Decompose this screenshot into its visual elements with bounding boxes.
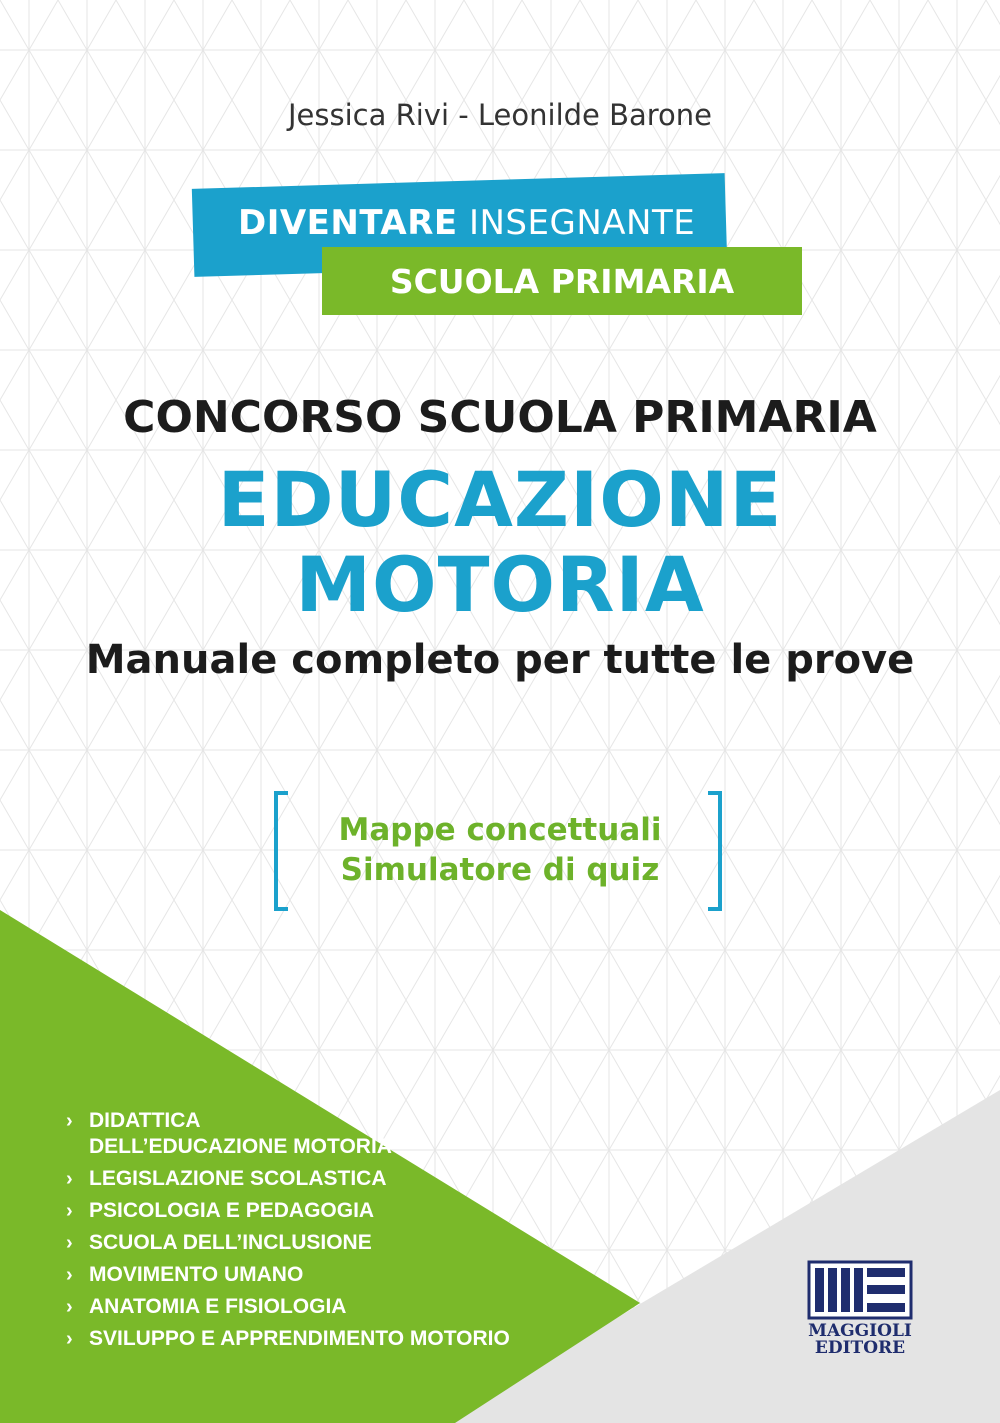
feature-item: Simulatore di quiz [340, 852, 660, 888]
series-title-bold: DIVENTARE [238, 203, 458, 243]
topic-item [66, 1262, 626, 1288]
authors: Jessica Rivi - Leonilde Barone [287, 98, 713, 132]
topic-item [66, 1326, 626, 1352]
chevron-right-icon: › [66, 1168, 73, 1190]
feature-item: Mappe concettuali [338, 812, 662, 848]
chevron-right-icon: › [66, 1232, 73, 1254]
topic-label: DELL’EDUCAZIONE MOTORIA [89, 1135, 392, 1158]
book-title-line-2: MOTORIA [295, 540, 705, 629]
topic-item [66, 1230, 626, 1256]
series-subtitle: SCUOLA PRIMARIA [389, 262, 735, 301]
topic-label: MOVIMENTO UMANO [89, 1263, 304, 1286]
topics-list [66, 1108, 626, 1358]
topic-label: LEGISLAZIONE SCOLASTICA [89, 1167, 387, 1190]
chevron-right-icon: › [66, 1296, 73, 1318]
topic-label: SVILUPPO E APPRENDIMENTO MOTORIO [89, 1327, 510, 1350]
publisher-name: MAGGIOLI [808, 1321, 912, 1341]
series-title [238, 203, 718, 243]
book-subtitle: Manuale completo per tutte le prove [85, 637, 915, 683]
topic-item [66, 1166, 626, 1192]
chevron-right-icon: › [66, 1328, 73, 1350]
topic-label: DIDATTICA [89, 1109, 201, 1132]
publisher-suffix: EDITORE [814, 1338, 906, 1358]
topic-item [66, 1294, 626, 1320]
series-title-regular: INSEGNANTE [457, 203, 696, 243]
chevron-right-icon: › [66, 1200, 73, 1222]
exam-title: CONCORSO SCUOLA PRIMARIA [123, 392, 877, 443]
topic-label: SCUOLA DELL’INCLUSIONE [89, 1231, 372, 1254]
bracket-left [274, 791, 288, 911]
topic-label: ANATOMIA E FISIOLOGIA [89, 1295, 347, 1318]
chevron-right-icon: › [66, 1264, 73, 1286]
bracket-right [708, 791, 722, 911]
topic-item [66, 1108, 626, 1160]
feature-list [290, 810, 710, 890]
topic-item [66, 1198, 626, 1224]
book-title-line-1: EDUCAZIONE [217, 455, 783, 544]
topic-label: PSICOLOGIA E PEDAGOGIA [89, 1199, 375, 1222]
chevron-right-icon: › [66, 1110, 73, 1132]
